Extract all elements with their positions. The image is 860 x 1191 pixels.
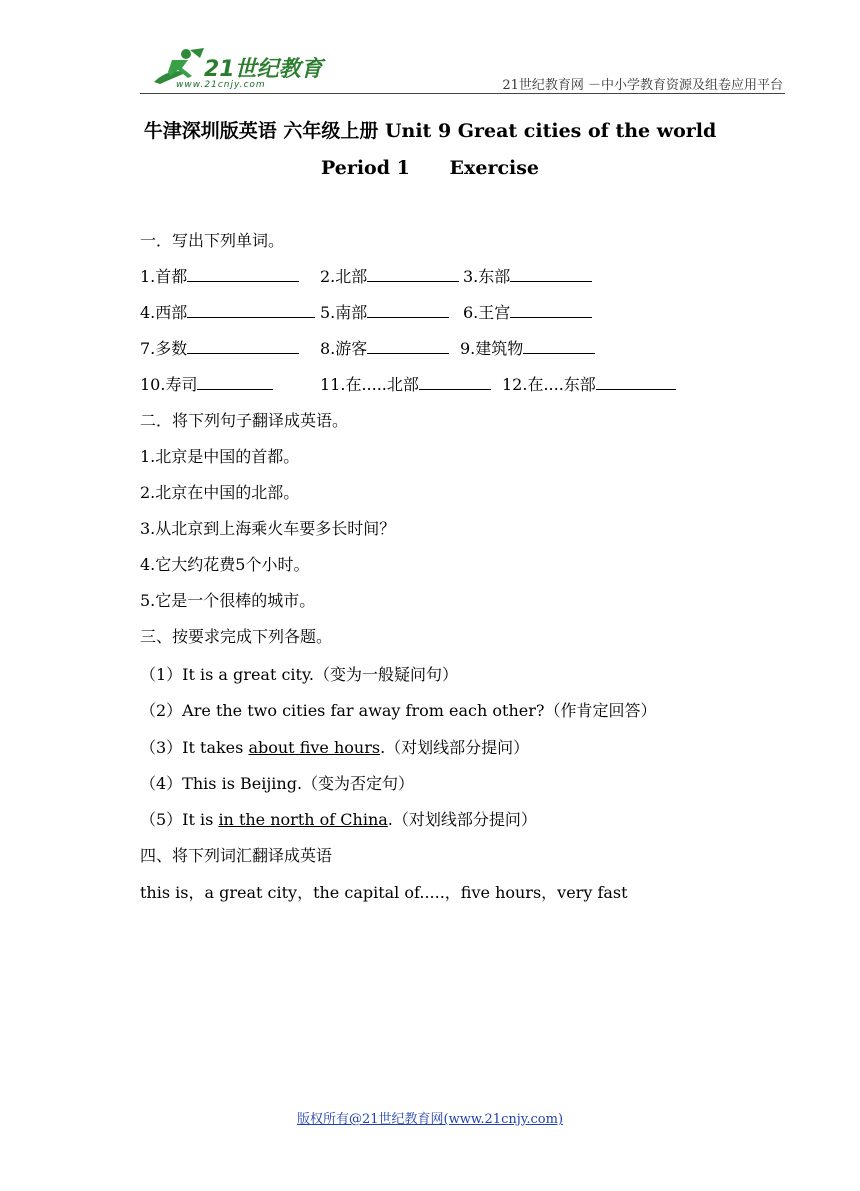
question-5-instruction: .（对划线部分提问） bbox=[387, 810, 537, 829]
document-subtitle: Period 1 Exercise bbox=[320, 157, 540, 179]
question-1: （1）It is a great city.（变为一般疑问句） bbox=[140, 665, 458, 684]
translation-item: 3.从北京到上海乘火车要多长时间？ bbox=[140, 519, 396, 538]
page-header bbox=[140, 42, 785, 94]
question-5 bbox=[140, 807, 537, 830]
header-rule bbox=[140, 93, 785, 94]
question-3-text: （3）It takes bbox=[140, 738, 249, 757]
vocab-row bbox=[140, 264, 594, 287]
site-logo bbox=[144, 44, 344, 92]
answer-blank[interactable] bbox=[419, 373, 491, 390]
vocab-item: 6.王宫 bbox=[463, 303, 511, 322]
vocab-row bbox=[140, 300, 594, 323]
vocab-item: 10.寿司 bbox=[140, 375, 198, 394]
section4-heading: 四、将下列词汇翻译成英语 bbox=[140, 846, 333, 865]
answer-blank[interactable] bbox=[367, 265, 459, 282]
footer-copyright-link[interactable]: 版权所有@21世纪教育网(www.21cnjy.com) bbox=[296, 1112, 564, 1127]
vocab-item: 9.建筑物 bbox=[460, 339, 524, 358]
vocab-item: 12.在....东部 bbox=[502, 375, 596, 394]
vocab-item: 11.在.....北部 bbox=[320, 375, 419, 394]
question-4: （4）This is Beijing.（变为否定句） bbox=[140, 774, 415, 793]
question-3-underlined: about five hours bbox=[248, 738, 381, 757]
vocab-item: 7.多数 bbox=[140, 339, 188, 358]
question-3 bbox=[140, 735, 529, 758]
vocab-item: 2.北部 bbox=[320, 267, 368, 286]
answer-blank[interactable] bbox=[187, 337, 299, 354]
translation-item: 1.北京是中国的首都。 bbox=[140, 447, 300, 466]
header-site-name: 21世纪教育网 －中小学教育资源及组卷应用平台 bbox=[502, 78, 783, 93]
logo-text: 21世纪教育 bbox=[204, 57, 323, 82]
answer-blank[interactable] bbox=[187, 265, 299, 282]
answer-blank[interactable] bbox=[197, 373, 273, 390]
vocab-item: 4.西部 bbox=[140, 303, 188, 322]
vocab-list: this is，a great city，the capital of.....，five hours，very fast bbox=[140, 883, 628, 902]
question-5-underlined: in the north of China bbox=[218, 810, 388, 829]
section2-heading: 二．将下列句子翻译成英语。 bbox=[140, 411, 349, 430]
answer-blank[interactable] bbox=[510, 265, 592, 282]
logo-url: www.21cnjy.com bbox=[176, 80, 266, 90]
section1-heading: 一．写出下列单词。 bbox=[140, 231, 285, 250]
section3-heading: 三、按要求完成下列各题。 bbox=[140, 627, 333, 646]
question-5-text: （5）It is bbox=[140, 810, 219, 829]
question-3-instruction: .（对划线部分提问） bbox=[380, 738, 530, 757]
vocab-item: 8.游客 bbox=[320, 339, 368, 358]
answer-blank[interactable] bbox=[367, 301, 449, 318]
translation-item: 5.它是一个很棒的城市。 bbox=[140, 591, 316, 610]
translation-item: 2.北京在中国的北部。 bbox=[140, 483, 300, 502]
translation-item: 4.它大约花费5个小时。 bbox=[140, 555, 310, 574]
question-2: （2）Are the two cities far away from each other?（作肯定回答） bbox=[140, 701, 657, 720]
vocab-item: 3.东部 bbox=[463, 267, 511, 286]
vocab-item: 1.首都 bbox=[140, 267, 188, 286]
answer-blank[interactable] bbox=[187, 301, 315, 318]
answer-blank[interactable] bbox=[523, 337, 595, 354]
vocab-row bbox=[140, 336, 597, 359]
vocab-item: 5.南部 bbox=[320, 303, 368, 322]
document-title: 牛津深圳版英语 六年级上册 Unit 9 Great cities of the world bbox=[143, 120, 717, 142]
answer-blank[interactable] bbox=[367, 337, 449, 354]
vocab-row bbox=[140, 372, 678, 395]
answer-blank[interactable] bbox=[510, 301, 592, 318]
answer-blank[interactable] bbox=[596, 373, 676, 390]
